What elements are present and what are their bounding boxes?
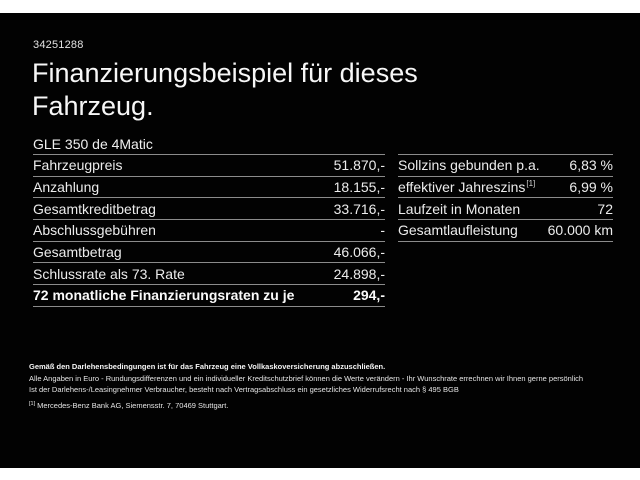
page-title [32, 57, 418, 123]
vehicle-model: GLE 350 de 4Matic [33, 136, 153, 152]
footnote-marker: [1] [29, 400, 36, 407]
row-value: 6,99 % [569, 179, 613, 196]
row-label: Sollzins gebunden p.a. [398, 157, 540, 174]
finance-table [33, 154, 385, 307]
row-value: 18.155,- [333, 179, 385, 196]
row-value: 294,- [353, 287, 385, 304]
row-label: Schlussrate als 73. Rate [33, 265, 185, 282]
page-title-line-1: Finanzierungsbeispiel für dieses [32, 58, 418, 88]
row-label: Fahrzeugpreis [33, 157, 123, 174]
table-row [398, 177, 613, 199]
row-label [398, 179, 535, 195]
fine-print-insurance-note: Gemäß den Darlehensbedingungen ist für das Fahrzeug eine Vollkaskoversicherung abzuschließen. [29, 362, 386, 371]
row-value: 60.000 km [547, 222, 613, 239]
row-label: 72 monatliche Finanzierungsraten zu je [33, 287, 295, 304]
reference-number: 34251288 [33, 39, 84, 51]
conditions-table [398, 154, 613, 242]
footnote-text: Mercedes-Benz Bank AG, Siemensstr. 7, 70469 Stuttgart. [37, 401, 229, 410]
fine-print-disclaimer-2: Ist der Darlehens-/Leasingnehmer Verbraucher, besteht nach Vertragsabschluss ein gesetzliches Widerrufsrecht nach § 495 BGB [29, 385, 459, 394]
table-row-monthly-rate [33, 285, 385, 307]
row-label: Abschlussgebühren [33, 222, 156, 239]
row-label-text: effektiver Jahreszins [398, 179, 526, 196]
table-row [33, 155, 385, 177]
table-row [33, 198, 385, 220]
row-value: 72 [597, 200, 613, 217]
row-label: Gesamtbetrag [33, 244, 122, 261]
table-row [33, 177, 385, 199]
row-value: 33.716,- [333, 200, 385, 217]
table-row [398, 155, 613, 177]
fine-print [29, 361, 629, 412]
row-value: - [380, 222, 385, 239]
row-label: Laufzeit in Monaten [398, 200, 521, 217]
table-row [398, 220, 613, 242]
row-value: 6,83 % [569, 157, 613, 174]
fine-print-footnote [29, 400, 629, 412]
table-row [33, 242, 385, 264]
row-value: 51.870,- [333, 157, 385, 174]
fine-print-disclaimer-1: Alle Angaben in Euro - Rundungsdifferenzen und ein individueller Kreditschutzbrief können die Werte verändern - Ihr Wunschrate errechnen wir Ihnen gerne persönlich [29, 373, 584, 383]
row-value: 46.066,- [333, 244, 385, 261]
table-row [398, 198, 613, 220]
footnote-ref: [1] [526, 179, 536, 189]
row-value: 24.898,- [333, 265, 385, 282]
row-label: Gesamtlaufleistung [398, 222, 518, 239]
page-title-line-2: Fahrzeug. [32, 91, 154, 121]
table-row [33, 263, 385, 285]
table-row [33, 220, 385, 242]
row-label: Gesamtkreditbetrag [33, 200, 156, 217]
row-label: Anzahlung [33, 179, 100, 196]
financing-sheet [0, 13, 640, 468]
